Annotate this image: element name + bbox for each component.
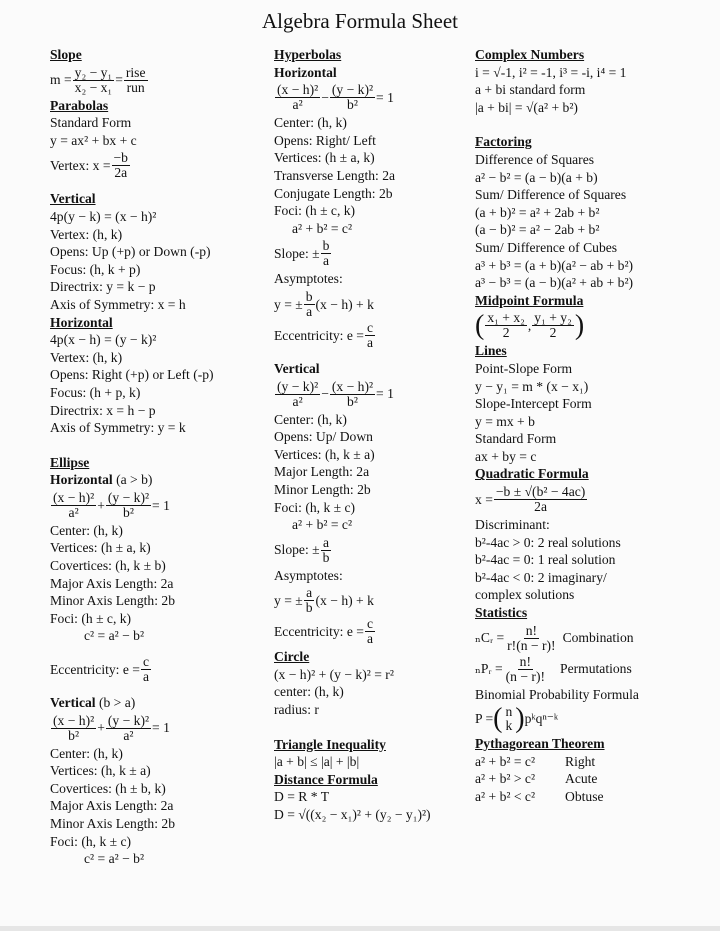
text-line: b²-4ac > 0: 2 real solutions [475,534,621,550]
text-line: Directrix: y = k − p [50,279,156,295]
frac-denominator: b² [347,393,358,409]
ellipse-vertical-list [50,745,255,851]
ellipse-horizontal-list [50,522,255,628]
pythag-equation: a² + b² = c² [475,753,536,769]
frac-numerator: (y − k)² [107,489,150,505]
permutations-label: Permutations [560,661,632,677]
frac-denominator: a [306,303,313,319]
text-line: Opens: Up/ Down [274,429,373,445]
combination-formula [475,624,690,653]
text-line: 4p(y − k) = (x − h)² [50,208,157,224]
text-line: a³ − b³ = (a − b)(a² + ab + b²) [475,275,634,291]
text-line: Axis of Symmetry: x = h [50,296,186,312]
text-line: Minor Length: 2b [274,481,371,497]
text-line: Axis of Symmetry: y = k [50,420,186,436]
ellipse-horizontal-equation [50,491,255,520]
slope-formula [50,66,255,95]
text-line: |a + bi| = √(a² + b²) [475,99,578,115]
text-line: Foci: (h, k ± c) [50,833,132,849]
hyperbola-vertical-list [274,411,466,517]
text-line: y − y₁ = m * (x − x₁) [475,378,589,394]
quadratic-list [475,516,690,604]
text-line: Conjugate Length: 2b [274,185,393,201]
text-line: Major Axis Length: 2a [50,798,174,814]
frac-denominator: b² [347,97,358,113]
parabola-vertex-formula [50,151,255,180]
midpoint-formula [475,311,690,340]
combination-lhs: ₙCᵣ = [475,630,505,646]
factoring-heading: Factoring [475,134,532,150]
text-line: 4p(x − h) = (y − k)² [50,332,157,348]
text-line: Slope-Intercept Form [475,396,592,412]
frac-denominator: 2 [502,325,510,341]
ellipse-horizontal-title: Horizontal [50,472,113,488]
text-line: Covertices: (h, k ± b) [50,558,166,574]
circle-heading: Circle [274,649,310,665]
text-line: a³ + b³ = (a + b)(a² − ab + b²) [475,257,634,273]
frac-denominator: a² [68,504,79,520]
text-line: center: (h, k) [274,684,344,700]
frac-denominator: a [142,669,149,685]
pythag-label: Obtuse [565,789,604,804]
standard-form-label: Standard Form [50,115,132,131]
equals-one: = 1 [152,497,170,513]
vertex-fraction [112,151,130,180]
pythag-label: Acute [565,771,598,787]
text-line: Minor Axis Length: 2b [50,593,175,609]
hyperbola-vertical-asymptote [274,586,466,615]
left-paren: ( [493,703,503,735]
text-line: Center: (h, k) [50,745,123,761]
quadratic-formula [475,485,690,514]
asymptote-lhs: y = ± [274,592,303,608]
triangle-inequality-equation: |a + b| ≤ |a| + |b| [274,754,360,770]
plus-sign: + [97,497,105,513]
horizontal-parabola-list [50,331,255,437]
frac-denominator: a² [292,393,303,409]
eccentricity-lhs: Eccentricity: e = [50,661,140,677]
vertex-numerator: −b [113,150,128,166]
circle-list [274,666,466,719]
text-line: Transverse Length: 2a [274,167,396,183]
permutation-lhs: ₙPᵣ = [475,661,503,677]
column-middle [274,46,466,824]
frac-numerator: a [306,585,313,601]
text-line: Covertices: (h ± b, k) [50,780,166,796]
text-line: i = √-1, i² = -1, i³ = -i, i⁴ = 1 [475,64,627,80]
vertical-parabola-list [50,208,255,314]
slope-fraction [73,66,115,95]
hyperbola-vertical-eccentricity [274,617,466,646]
pythagorean-heading: Pythagorean Theorem [475,736,605,752]
text-line: ax + by = c [475,448,537,464]
slope-heading: Slope [50,47,82,62]
standard-form-equation: y = ax² + bx + c [50,132,137,148]
binomial-formula [475,705,690,733]
hyperbolas-heading: Hyperbolas [274,47,342,62]
pythag-equation: a² + b² > c² [475,771,536,787]
frac-numerator: a [322,534,330,550]
ellipse-horizontal-label [50,471,255,489]
frac-denominator: a [366,631,373,647]
minus-sign: − [321,89,329,105]
text-line: Sum/ Difference of Cubes [475,239,618,255]
frac-numerator: c [366,319,373,335]
text-line: a + bi standard form [475,82,586,98]
ellipse-vertical-condition: (b > a) [95,695,136,711]
ellipse-vertical-title: Vertical [50,695,96,711]
frac-numerator: b [305,288,313,304]
pythag-equation: a² + b² < c² [475,789,536,804]
quadratic-heading: Quadratic Formula [475,466,589,482]
distance-rate-time: D = R * T [274,789,329,805]
pythagorean-list [475,753,690,806]
slope-denominator: x₂ − x₁ [74,79,113,95]
text-line: (x − h)² + (y − k)² = r² [274,666,394,682]
hyperbola-c-relation: a² + b² = c² [292,220,353,236]
permutation-formula [475,655,690,684]
bottom-divider [0,926,720,931]
frac-denominator: a² [123,727,134,743]
minus-sign: − [321,386,329,402]
ellipse-vertical-c-relation: c² = a² − b² [84,851,145,867]
binomial-top: n [505,704,513,720]
ellipse-eccentricity [50,655,255,684]
asymptote-rhs: (x − h) + k [315,296,374,312]
frac-denominator: b² [68,727,80,743]
complex-numbers-heading: Complex Numbers [475,47,585,62]
binomial-label: Binomial Probability Formula [475,686,639,702]
statistics-heading: Statistics [475,605,528,621]
hyperbola-vertical-c-relation: a² + b² = c² [292,517,353,533]
equals-one: = 1 [152,720,170,736]
distance-formula-heading: Distance Formula [274,771,378,787]
binomial-rhs: pᵏqⁿ⁻ᵏ [524,711,559,727]
text-line: Center: (h, k) [274,411,347,427]
ellipse-vertical-equation [50,714,255,743]
text-line: Opens: Right/ Left [274,132,376,148]
lines-heading: Lines [475,343,507,359]
slope-lhs: Slope: ± [274,542,320,558]
asymptote-rhs: (x − h) + k [315,592,374,608]
frac-denominator: a [322,253,330,269]
text-line: Standard Form [475,431,557,447]
slope-equals: = [115,72,123,88]
hyperbola-horizontal-list [274,114,466,220]
frac-numerator: (y − k)² [107,712,150,728]
text-line: Vertex: (h, k) [50,226,123,242]
text-line: Minor Axis Length: 2b [50,816,175,831]
text-line: Vertex: (h, k) [50,349,123,365]
right-paren: ) [515,703,525,735]
text-line: Focus: (h, k + p) [50,261,141,277]
rise-text: rise [125,64,146,80]
text-line: Major Length: 2a [274,464,370,480]
equals-one: = 1 [376,386,394,402]
frac-numerator: (y − k)² [277,378,319,394]
frac-denominator: b [322,549,330,565]
asymptotes-label: Asymptotes: [274,271,343,287]
text-line: Opens: Up (+p) or Down (-p) [50,244,211,260]
vertex-lhs: Vertex: x = [50,158,111,174]
text-line: Point-Slope Form [475,360,573,376]
frac-numerator: (x − h)² [331,378,374,394]
column-right [475,46,690,806]
text-line: Foci: (h, k ± c) [274,499,356,515]
left-paren: ( [475,309,485,341]
hyperbola-horizontal-slope [274,239,466,268]
slope-lhs: Slope: ± [274,246,320,262]
text-line: Major Axis Length: 2a [50,575,174,591]
text-line: y = mx + b [475,413,535,429]
asymptote-lhs: y = ± [274,296,303,312]
hyperbola-horizontal-equation [274,83,466,112]
text-line: (a − b)² = a² − 2ab + b² [475,222,600,238]
combination-label: Combination [562,630,634,646]
right-paren: ) [574,309,585,341]
text-line: Foci: (h ± c, k) [50,610,132,626]
ellipse-heading: Ellipse [50,454,90,470]
text-line: Center: (h, k) [274,115,347,131]
quadratic-lhs: x = [475,491,493,507]
vertical-parabola-heading: Vertical [50,191,96,207]
text-line: Opens: Right (+p) or Left (-p) [50,367,214,383]
binomial-bottom: k [505,718,513,734]
page-title: Algebra Formula Sheet [262,9,458,33]
frac-denominator: b [305,600,313,616]
frac-numerator: c [366,616,373,632]
text-line: Discriminant: [475,517,550,533]
pythag-row [475,770,690,788]
text-line: Vertices: (h ± a, k) [274,150,375,166]
text-line: b²-4ac = 0: 1 real solution [475,552,616,568]
factoring-list [475,151,690,292]
text-line: Vertices: (h, k ± a) [274,446,375,462]
frac-numerator: (x − h)² [53,712,95,728]
frac-denominator: r!(n − r)! [507,637,556,653]
hyperbola-vertical-heading: Vertical [274,360,320,376]
rise-run-fraction [124,66,148,95]
horizontal-parabola-heading: Horizontal [50,314,113,330]
triangle-inequality-heading: Triangle Inequality [274,736,386,752]
frac-numerator: (x − h)² [277,82,319,98]
frac-numerator: x₁ + x₂ [487,310,525,326]
ellipse-c-relation: c² = a² − b² [84,628,145,644]
hyperbola-horizontal-heading: Horizontal [274,64,337,80]
pythag-row [475,753,690,771]
ellipse-horizontal-condition: (a > b) [112,472,153,488]
frac-numerator: n! [519,653,531,669]
slope-lhs: m = [50,72,72,88]
text-line: Sum/ Difference of Squares [475,187,627,203]
distance-formula-equation: D = √((x₂ − x₁)² + (y₂ − y₁)²) [274,807,431,823]
frac-numerator: (x − h)² [53,489,95,505]
frac-denominator: 2 [549,325,557,341]
binomial-lhs: P = [475,711,494,727]
frac-denominator: b² [123,504,134,520]
vertex-denominator: 2a [114,165,128,181]
text-line: complex solutions [475,587,575,603]
text-line: (a + b)² = a² + 2ab + b² [475,204,600,220]
equals-one: = 1 [376,89,394,105]
slope-numerator: y₂ − y₁ [74,64,113,80]
comma: , [527,318,532,334]
text-line: Foci: (h ± c, k) [274,203,356,219]
frac-numerator: c [142,654,149,670]
eccentricity-lhs: Eccentricity: e = [274,623,364,639]
hyperbola-vertical-slope [274,536,466,565]
frac-denominator: a [366,334,373,350]
hyperbola-horizontal-eccentricity [274,321,466,350]
text-line: Difference of Squares [475,151,595,167]
frac-numerator: −b ± √(b² − 4ac) [495,484,586,500]
pythag-row [475,788,690,806]
run-text: run [126,79,145,95]
complex-list [475,64,690,117]
text-line: Vertices: (h ± a, k) [50,540,151,556]
text-line: Focus: (h + p, k) [50,384,141,400]
asymptotes-label: Asymptotes: [274,567,343,583]
text-line: b²-4ac < 0: 2 imaginary/ [475,569,607,585]
eccentricity-lhs: Eccentricity: e = [274,327,364,343]
text-line: Directrix: x = h − p [50,402,156,418]
text-line: a² − b² = (a − b)(a + b) [475,169,598,185]
midpoint-heading: Midpoint Formula [475,292,584,308]
plus-sign: + [97,720,105,736]
pythag-label: Right [565,753,596,769]
frac-denominator: 2a [534,499,548,515]
text-line: Vertices: (h, k ± a) [50,763,151,779]
frac-denominator: (n − r)! [505,668,546,684]
text-line: Center: (h, k) [50,522,123,538]
text-line: radius: r [274,702,319,718]
lines-list [475,360,690,466]
hyperbola-vertical-equation [274,380,466,409]
frac-denominator: a² [292,97,303,113]
parabolas-heading: Parabolas [50,97,109,113]
ellipse-vertical-label [50,694,255,712]
hyperbola-horizontal-asymptote [274,290,466,319]
frac-numerator: y₁ + y₂ [534,310,572,326]
frac-numerator: b [322,238,330,254]
column-left [50,46,255,868]
frac-numerator: n! [525,622,538,638]
frac-numerator: (y − k)² [331,82,374,98]
